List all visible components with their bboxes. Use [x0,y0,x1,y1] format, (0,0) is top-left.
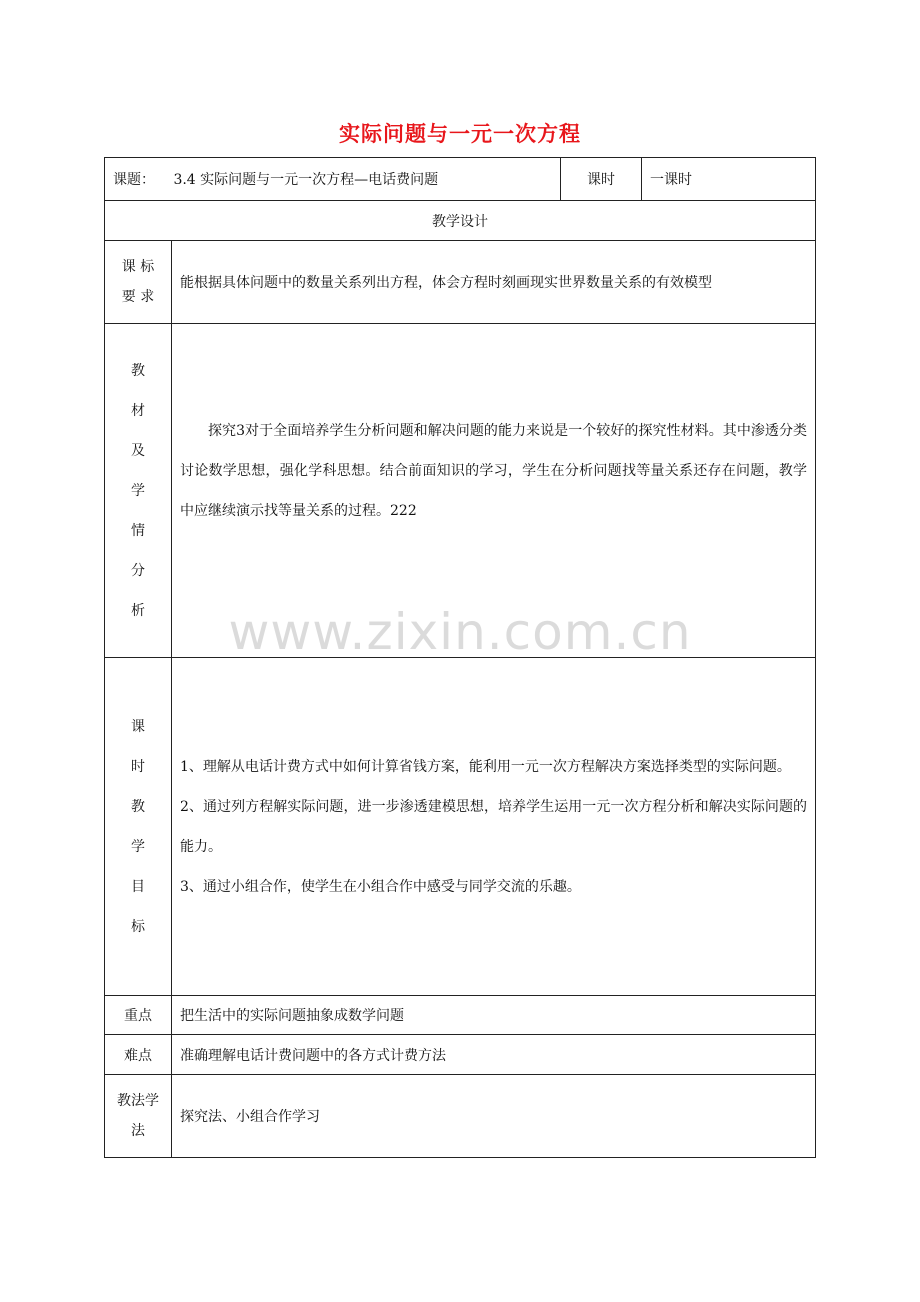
objectives-cell [172,658,816,996]
difficulty-text: 准确理解电话计费问题中的各方式计费方法 [172,1035,816,1075]
method-label-line1: 教法学 [117,1093,159,1109]
objective-item: 3、通过小组合作，使学生在小组合作中感受与同学交流的乐趣。 [180,878,581,895]
objective-item: 1、理解从电话计费方式中如何计算省钱方案，能利用一元一次方程解决方案选择类型的实际问题。 [180,758,791,775]
analysis-label-char: 分 [131,562,145,579]
key-point-row [105,996,816,1035]
analysis-text: 探究3对于全面培养学生分析问题和解决问题的能力来说是一个较好的探究性材料。其中渗透分类讨论数学思想，强化学科思想。结合前面知识的学习，学生在分析问题找等量关系还存在问题，教学中应继续演示找等量关系的过程。222 [180,422,808,519]
method-text: 探究法、小组合作学习 [172,1075,816,1158]
design-header-row [105,201,816,241]
analysis-row [105,324,816,658]
lesson-plan-table [104,157,816,1158]
difficulty-label: 难点 [105,1035,172,1075]
page-title: 实际问题与一元一次方程 [339,122,581,146]
method-label [105,1075,172,1158]
objective-item: 2、通过列方程解实际问题，进一步渗透建模思想，培养学生运用一元一次方程分析和解决实际问题的能力。 [180,798,808,855]
objectives-label-char: 标 [131,918,145,935]
standard-label-line2: 要 求 [121,289,155,305]
design-header: 教学设计 [105,201,816,241]
analysis-label [105,324,172,658]
topic-row [105,158,816,201]
key-point-label: 重点 [105,996,172,1035]
objectives-row [105,658,816,996]
analysis-label-char: 学 [131,482,145,499]
standard-label-line1: 课 标 [121,259,155,275]
analysis-label-char: 情 [131,522,145,539]
period-label: 课时 [561,158,642,201]
analysis-cell [172,324,816,658]
standard-label [105,241,172,324]
method-row [105,1075,816,1158]
key-point-text: 把生活中的实际问题抽象成数学问题 [172,996,816,1035]
analysis-label-char: 析 [131,602,145,619]
objectives-label-char: 课 [131,718,145,735]
watermark: www.zixin.com.cn [228,603,692,661]
objectives-label-char: 学 [131,838,145,855]
analysis-label-char: 材 [131,402,145,419]
topic-label: 课题： [113,172,155,188]
analysis-label-char: 及 [131,442,145,459]
topic-cell [105,158,561,201]
method-label-line2: 法 [131,1123,145,1139]
objectives-label-char: 目 [131,878,145,895]
objectives-label [105,658,172,996]
standard-text: 能根据具体问题中的数量关系列出方程，体会方程时刻画现实世界数量关系的有效模型 [172,241,816,324]
topic-value: 3.4 实际问题与一元一次方程—电话费问题 [173,172,439,188]
objectives-label-char: 教 [131,798,145,815]
analysis-label-char: 教 [131,362,145,379]
standard-row [105,241,816,324]
objectives-label-char: 时 [131,758,145,775]
difficulty-row [105,1035,816,1075]
period-value: 一课时 [642,158,816,201]
